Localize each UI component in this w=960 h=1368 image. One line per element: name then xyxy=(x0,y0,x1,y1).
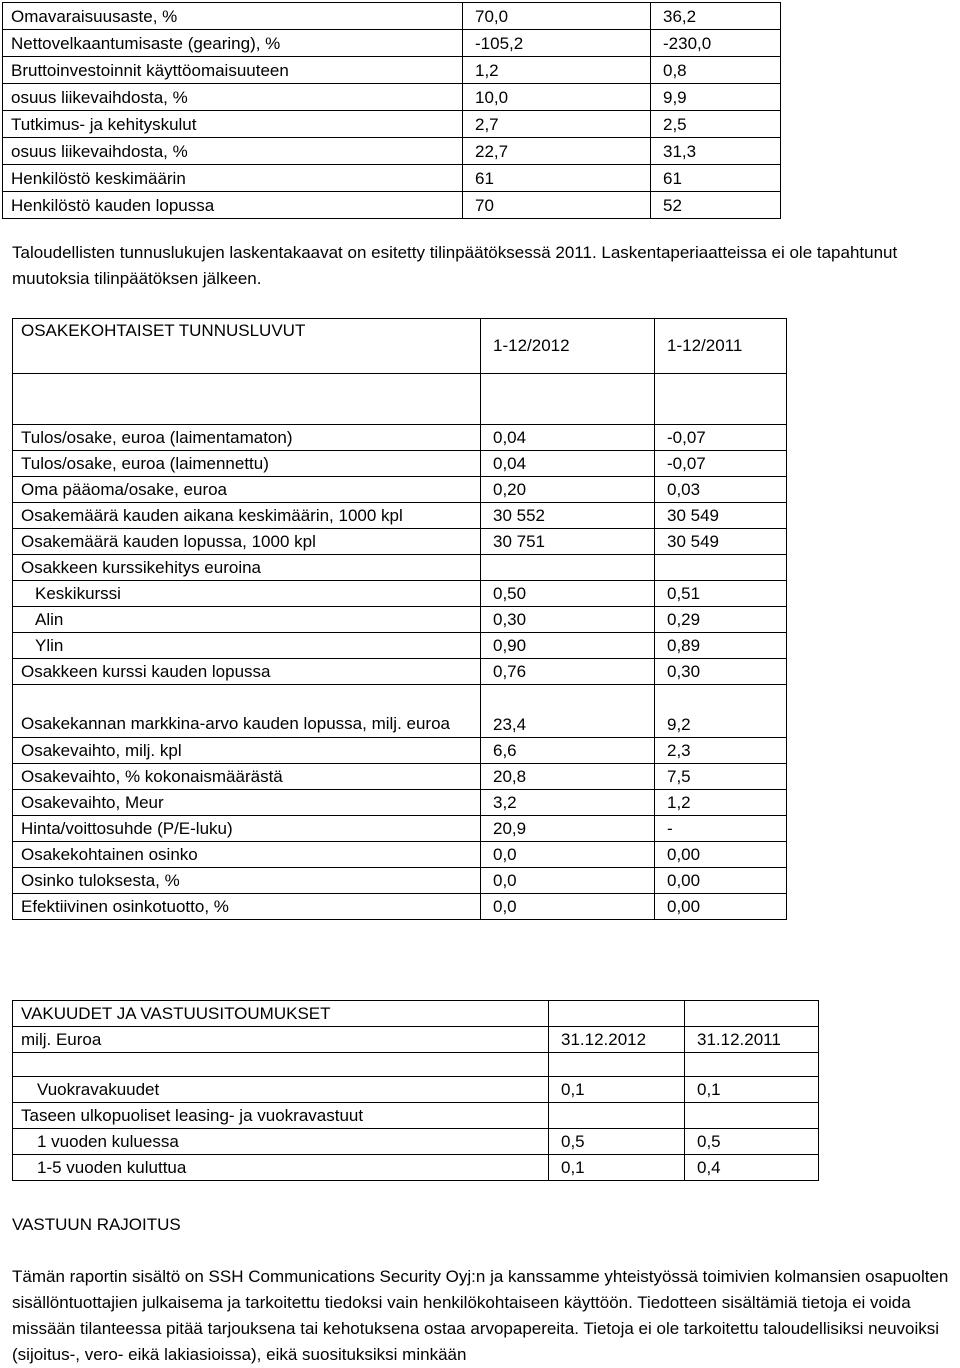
value-2011: 1,2 xyxy=(655,790,787,816)
calculation-note-paragraph: Taloudellisten tunnuslukujen laskentakaavat on esitetty tilinpäätöksessä 2011. Laskentaperiaatteissa ei ole tapahtunut muutoksia tilinpäätöksen jälkeen. xyxy=(12,243,898,288)
value-2011: 2,5 xyxy=(651,111,781,138)
value-2012: 3,2 xyxy=(481,790,655,816)
row-label: Oma pääoma/osake, euroa xyxy=(13,477,481,503)
row-label: Vuokravakuudet xyxy=(13,1077,549,1103)
table-title-row xyxy=(13,1001,819,1027)
value-2012: 1,2 xyxy=(463,57,651,84)
row-label: Keskikurssi xyxy=(13,581,481,607)
value-2011: - xyxy=(655,816,787,842)
value-2011: 31,3 xyxy=(651,138,781,165)
value-2012: 0,04 xyxy=(481,451,655,477)
value-2011: 30 549 xyxy=(655,503,787,529)
value-2012: 0,30 xyxy=(481,607,655,633)
value-2011: 7,5 xyxy=(655,764,787,790)
table-row xyxy=(13,581,787,607)
column-header-2012: 31.12.2012 xyxy=(549,1027,685,1053)
row-label: Osakevaihto, Meur xyxy=(13,790,481,816)
value-2012: 23,4 xyxy=(481,685,655,738)
column-header-2011: 1-12/2011 xyxy=(655,319,787,374)
table-row xyxy=(13,503,787,529)
table-row xyxy=(13,477,787,503)
value-2012: 0,76 xyxy=(481,659,655,685)
row-label: 1-5 vuoden kuluttua xyxy=(13,1155,549,1181)
unit-label: milj. Euroa xyxy=(13,1027,549,1053)
value-2012: 0,0 xyxy=(481,842,655,868)
value-2012 xyxy=(481,555,655,581)
value-2012: 30 552 xyxy=(481,503,655,529)
row-label: Alin xyxy=(13,607,481,633)
value-2011: 0,00 xyxy=(655,842,787,868)
value-2012: 70,0 xyxy=(463,3,651,30)
value-2011: -0,07 xyxy=(655,451,787,477)
value-2011: 0,03 xyxy=(655,477,787,503)
row-label: Ylin xyxy=(13,633,481,659)
key-figures-table xyxy=(2,2,781,219)
value-2012 xyxy=(549,1103,685,1129)
row-label: osuus liikevaihdosta, % xyxy=(3,84,463,111)
table-row xyxy=(13,842,787,868)
table-row xyxy=(3,165,781,192)
row-label: Omavaraisuusaste, % xyxy=(3,3,463,30)
value-2012: 6,6 xyxy=(481,738,655,764)
value-2011: 9,2 xyxy=(655,685,787,738)
table-row xyxy=(13,425,787,451)
per-share-figures-table xyxy=(12,318,787,920)
value-2011: 30 549 xyxy=(655,529,787,555)
table-row xyxy=(3,57,781,84)
value-2012: 22,7 xyxy=(463,138,651,165)
value-2012: -105,2 xyxy=(463,30,651,57)
value-2012: 0,1 xyxy=(549,1077,685,1103)
value-2012: 10,0 xyxy=(463,84,651,111)
table-row xyxy=(13,738,787,764)
spacer-row xyxy=(13,374,787,425)
value-2011: 0,1 xyxy=(685,1077,819,1103)
value-2011 xyxy=(655,555,787,581)
row-label: Tutkimus- ja kehityskulut xyxy=(3,111,463,138)
table-header-row xyxy=(13,1027,819,1053)
table-row xyxy=(3,3,781,30)
table-row xyxy=(13,607,787,633)
row-label: Osakkeen kurssikehitys euroina xyxy=(13,555,481,581)
table-row xyxy=(13,1155,819,1181)
row-label: Osakemäärä kauden lopussa, 1000 kpl xyxy=(13,529,481,555)
row-label: Osinko tuloksesta, % xyxy=(13,868,481,894)
row-label: Henkilöstö kauden lopussa xyxy=(3,192,463,219)
value-2011: 9,9 xyxy=(651,84,781,111)
table-title: OSAKEKOHTAISET TUNNUSLUVUT xyxy=(13,319,481,374)
column-header-2012: 1-12/2012 xyxy=(481,319,655,374)
value-2011: 0,89 xyxy=(655,633,787,659)
value-2011: 36,2 xyxy=(651,3,781,30)
table-row xyxy=(3,138,781,165)
row-label: 1 vuoden kuluessa xyxy=(13,1129,549,1155)
table-row xyxy=(3,30,781,57)
table-row xyxy=(13,894,787,920)
row-label: Hinta/voittosuhde (P/E-luku) xyxy=(13,816,481,842)
row-label: Osakekohtainen osinko xyxy=(13,842,481,868)
value-2012: 0,1 xyxy=(549,1155,685,1181)
value-2011: 52 xyxy=(651,192,781,219)
table-row xyxy=(13,451,787,477)
table-row xyxy=(13,790,787,816)
table-row xyxy=(13,685,787,738)
row-label: Tulos/osake, euroa (laimennettu) xyxy=(13,451,481,477)
value-2011: -230,0 xyxy=(651,30,781,57)
value-2012: 0,20 xyxy=(481,477,655,503)
table-row xyxy=(13,555,787,581)
value-2011: 0,8 xyxy=(651,57,781,84)
row-label: Osakevaihto, % kokonaismäärästä xyxy=(13,764,481,790)
table-row xyxy=(13,1103,819,1129)
value-2012: 0,50 xyxy=(481,581,655,607)
table-row xyxy=(13,868,787,894)
table-row xyxy=(13,816,787,842)
value-2012: 30 751 xyxy=(481,529,655,555)
row-label: Efektiivinen osinkotuotto, % xyxy=(13,894,481,920)
value-2012: 61 xyxy=(463,165,651,192)
value-2011: 0,29 xyxy=(655,607,787,633)
table-row xyxy=(13,1077,819,1103)
table-row xyxy=(3,192,781,219)
value-2011: -0,07 xyxy=(655,425,787,451)
table-row xyxy=(3,111,781,138)
row-label: osuus liikevaihdosta, % xyxy=(3,138,463,165)
value-2012: 20,8 xyxy=(481,764,655,790)
row-label: Henkilöstö keskimäärin xyxy=(3,165,463,192)
guarantees-commitments-table xyxy=(12,1000,819,1181)
spacer-row xyxy=(13,1053,819,1077)
row-label: Osakkeen kurssi kauden lopussa xyxy=(13,659,481,685)
value-2011: 0,51 xyxy=(655,581,787,607)
table-row xyxy=(13,1129,819,1155)
value-2011 xyxy=(685,1103,819,1129)
value-2012: 20,9 xyxy=(481,816,655,842)
value-2012: 0,04 xyxy=(481,425,655,451)
table-row xyxy=(13,659,787,685)
value-2012: 2,7 xyxy=(463,111,651,138)
value-2012: 70 xyxy=(463,192,651,219)
value-2011: 0,00 xyxy=(655,894,787,920)
column-header-2011: 31.12.2011 xyxy=(685,1027,819,1053)
value-2012: 0,5 xyxy=(549,1129,685,1155)
table-header-row xyxy=(13,319,787,374)
table-row xyxy=(3,84,781,111)
value-2011: 0,30 xyxy=(655,659,787,685)
row-label: Osakemäärä kauden aikana keskimäärin, 1000 kpl xyxy=(13,503,481,529)
value-2011: 0,5 xyxy=(685,1129,819,1155)
row-label: Osakevaihto, milj. kpl xyxy=(13,738,481,764)
disclaimer-heading: VASTUUN RAJOITUS xyxy=(12,1215,181,1234)
value-2011: 2,3 xyxy=(655,738,787,764)
table-title: VAKUUDET JA VASTUUSITOUMUKSET xyxy=(13,1001,549,1027)
value-2011: 61 xyxy=(651,165,781,192)
row-label: Osakekannan markkina-arvo kauden lopussa, milj. euroa xyxy=(13,685,481,738)
row-label: Nettovelkaantumisaste (gearing), % xyxy=(3,30,463,57)
table-row xyxy=(13,633,787,659)
value-2011: 0,4 xyxy=(685,1155,819,1181)
row-label: Bruttoinvestoinnit käyttöomaisuuteen xyxy=(3,57,463,84)
table-row xyxy=(13,764,787,790)
value-2012: 0,0 xyxy=(481,894,655,920)
value-2012: 0,0 xyxy=(481,868,655,894)
table-row xyxy=(13,529,787,555)
disclaimer-paragraph: Tämän raportin sisältö on SSH Communications Security Oyj:n ja kanssamme yhteistyössä toimivien kolmansien osapuolten sisällöntuottajien julkaisema ja tarkoitettu tiedoksi vain henkilökohtaiseen käyttöön. Tiedotteen sisältämiä tietoja ei voida missään tilanteessa pitää tarjouksena tai kehotuksena ostaa arvopapereita. Tietoja ei ole tarkoitettu taloudellisiksi neuvoiksi (sijoitus-, vero- eikä lakiasioissa), eikä suosituksiksi minkään xyxy=(12,1267,949,1364)
value-2012: 0,90 xyxy=(481,633,655,659)
row-label: Tulos/osake, euroa (laimentamaton) xyxy=(13,425,481,451)
value-2011: 0,00 xyxy=(655,868,787,894)
row-label: Taseen ulkopuoliset leasing- ja vuokravastuut xyxy=(13,1103,549,1129)
